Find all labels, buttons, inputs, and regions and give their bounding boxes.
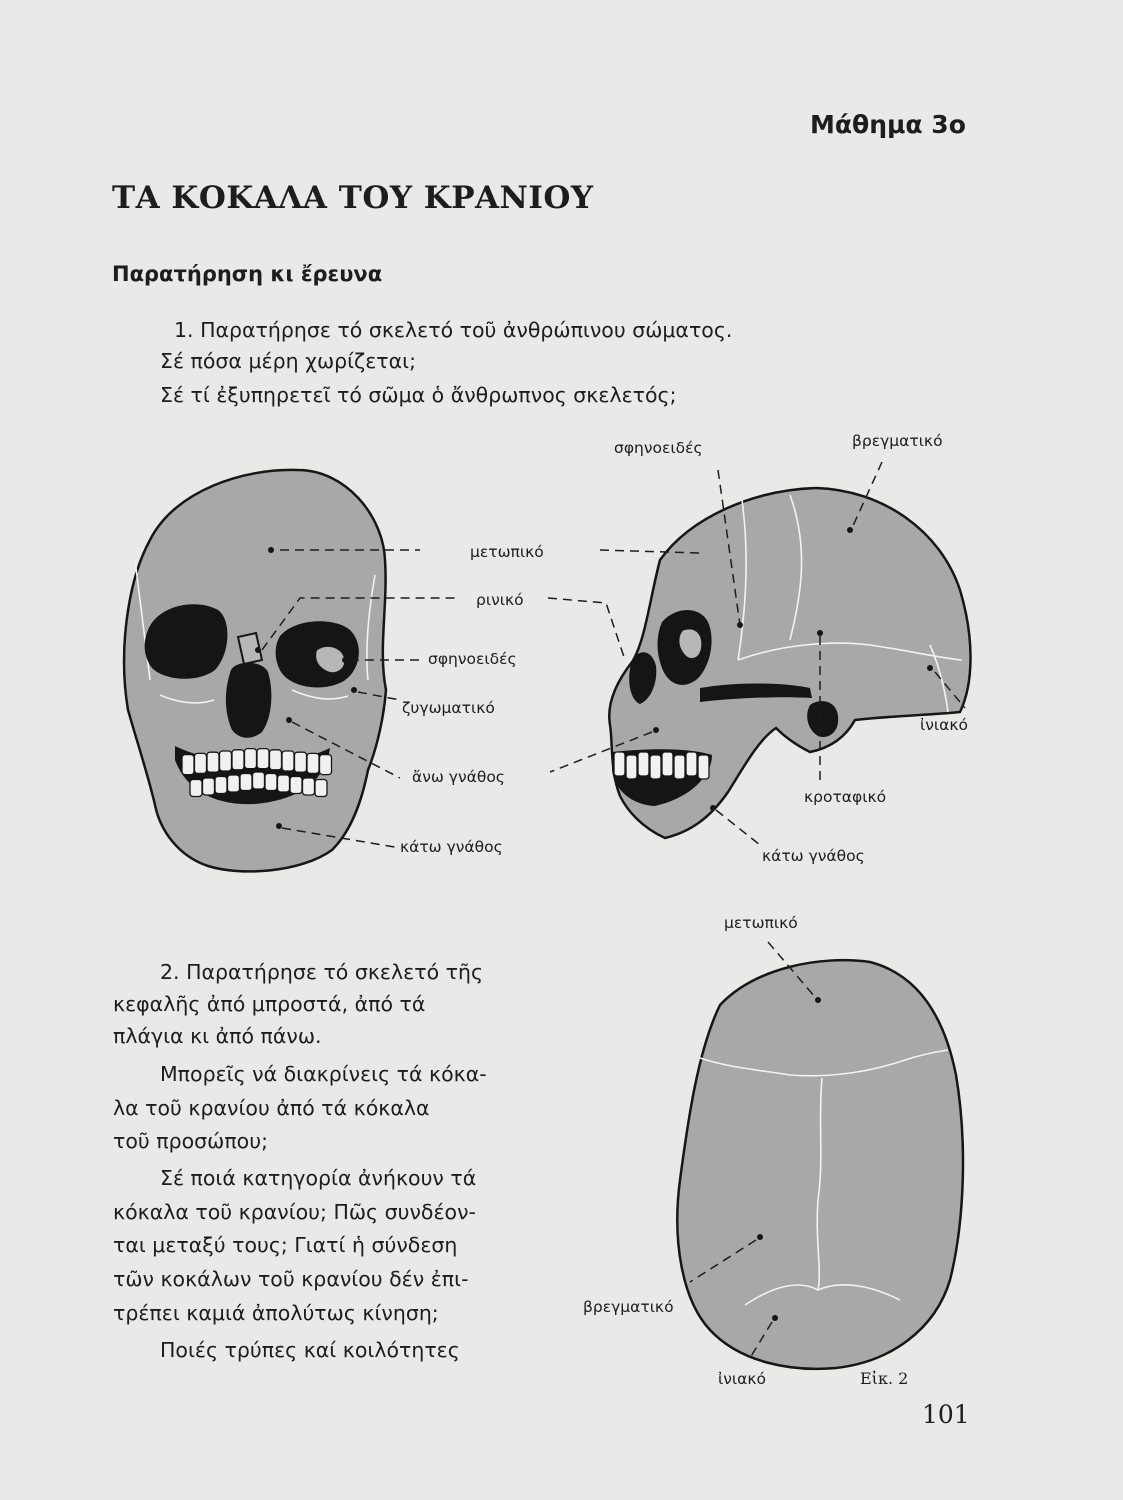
paragraph2-line: Ποιές τρύπες καί κοιλότητες: [160, 1338, 460, 1362]
label-top-metopiko: μετωπικό: [724, 914, 798, 932]
paragraph2-line: ται μεταξύ τους; Γιατί ἡ σύνδεση: [113, 1233, 458, 1257]
paragraph2-line: 2. Παρατήρησε τό σκελετό τῆς: [160, 960, 483, 984]
tooth: [220, 751, 232, 771]
tooth: [257, 749, 269, 769]
paragraph2-line: κεφαλῆς ἀπό μπροστά, ἀπό τά: [113, 992, 426, 1016]
tooth: [228, 775, 240, 792]
tooth: [232, 750, 244, 770]
section-heading: Παρατήρηση κι ἔρευνα: [112, 262, 383, 286]
tooth: [290, 777, 302, 794]
tooth: [215, 777, 227, 794]
label-top-iniako: ἰνιακό: [718, 1370, 766, 1388]
tooth: [295, 752, 307, 772]
chapter-title: ΤΑ ΚΟΚΑΛΑ ΤΟΥ ΚΡΑΝΙΟΥ: [112, 180, 594, 216]
tooth: [282, 751, 294, 771]
tooth: [320, 755, 332, 775]
label-front-zygomatiko: ζυγωματικό: [402, 699, 495, 717]
paragraph2-line: Μπορεῖς νά διακρίνεις τά κόκα-: [160, 1062, 487, 1086]
tooth: [270, 750, 282, 770]
label-front-ano-gnathos: ἄνω γνάθος: [412, 768, 505, 786]
tooth: [265, 774, 277, 791]
tooth: [245, 749, 257, 769]
lesson-number: Μάθημα 3ο: [810, 110, 966, 139]
tooth: [638, 752, 649, 776]
tooth: [195, 753, 207, 773]
tooth: [650, 755, 661, 779]
tooth: [203, 778, 215, 795]
paragraph2-line: τοῦ προσώπου;: [113, 1129, 268, 1153]
label-side-vregmatiko: βρεγματικό: [852, 432, 943, 450]
label-top-vregmatiko: βρεγματικό: [583, 1298, 674, 1316]
tooth: [303, 778, 315, 795]
label-side-krotafiko: κροταφικό: [804, 788, 887, 806]
page-number: 101: [922, 1400, 970, 1429]
label-side-sfinoeides: σφηνοειδές: [614, 439, 703, 457]
tooth: [207, 752, 219, 772]
label-front-riniko: ρινικό: [476, 591, 524, 609]
tooth: [315, 780, 327, 797]
paragraph2-line: κόκαλα τοῦ κρανίου; Πῶς συνδέον-: [113, 1200, 476, 1224]
side-skull-illustration: [609, 488, 970, 838]
tooth: [190, 780, 202, 797]
paragraph2-line: Σέ ποιά κατηγορία ἀνήκουν τά: [160, 1166, 477, 1190]
paragraph1-line: 1. Παρατήρησε τό σκελετό τοῦ ἀνθρώπινου σώματος.: [174, 318, 733, 342]
top-skull-illustration: [677, 960, 963, 1369]
label-front-kato-gnathos: κάτω γνάθος: [400, 838, 503, 856]
label-front-sfinoeides: σφηνοειδές: [428, 650, 517, 668]
paragraph2-line: τρέπει καμιά ἀπολύτως κίνηση;: [113, 1301, 439, 1325]
paragraph2-line: πλάγια κι ἀπό πάνω.: [113, 1024, 322, 1048]
label-front-metopiko: μετωπικό: [470, 543, 544, 561]
paragraph1-line: Σέ πόσα μέρη χωρίζεται;: [160, 349, 416, 373]
tooth: [278, 775, 290, 792]
figure-caption: Εἰκ. 2: [860, 1369, 909, 1388]
tooth: [662, 752, 673, 776]
tooth: [674, 755, 685, 779]
tooth: [614, 752, 625, 776]
tooth: [686, 752, 697, 776]
tooth: [240, 774, 252, 791]
paragraph2-line: λα τοῦ κρανίου ἀπό τά κόκαλα: [113, 1096, 430, 1120]
tooth: [182, 755, 194, 775]
front-skull-illustration: [124, 470, 386, 872]
paragraph2-line: τῶν κοκάλων τοῦ κρανίου δέν ἐπι-: [113, 1267, 469, 1291]
label-side-iniako: ἰνιακό: [920, 716, 968, 734]
tooth: [626, 755, 637, 779]
tooth: [307, 753, 319, 773]
tooth: [698, 755, 709, 779]
tooth: [253, 772, 265, 789]
label-side-kato-gnathos: κάτω γνάθος: [762, 847, 865, 865]
paragraph1-line: Σέ τί ἐξυπηρετεῖ τό σῶμα ὁ ἄνθρωπνος σκελετός;: [160, 383, 677, 407]
